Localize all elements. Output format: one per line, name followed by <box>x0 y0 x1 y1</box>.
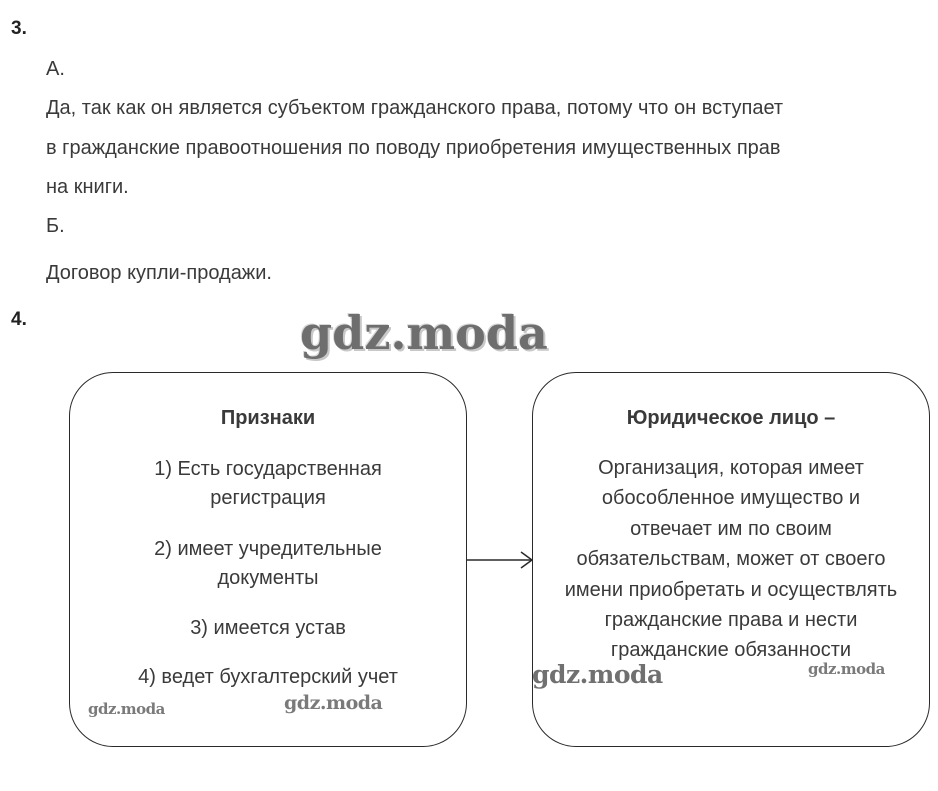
feature-item-1: 1) Есть государственная регистрация <box>154 458 382 509</box>
task-4-number: 4. <box>11 309 27 330</box>
task-3-label-b: Б. <box>46 215 65 237</box>
feature-item-4: 4) ведет бухгалтерский учет <box>138 666 398 688</box>
arrow-right-icon <box>466 548 536 572</box>
watermark-small-3: gdz.moda <box>808 660 885 678</box>
watermark-small-2: gdz.moda <box>284 692 383 714</box>
watermark-medium: gdz.moda <box>532 660 663 689</box>
features-box <box>69 372 467 747</box>
task-3-number: 3. <box>11 18 27 39</box>
task-3-label-a: А. <box>46 58 65 80</box>
legal-entity-title: Юридическое лицо – <box>626 407 836 429</box>
feature-item-3: 3) имеется устав <box>190 617 346 639</box>
watermark-small-1: gdz.moda <box>88 700 165 718</box>
feature-item-2: 2) имеет учредительные документы <box>154 538 382 589</box>
task-3-answer-a-line-1: Да, так как он является субъектом гражданского права, потому что он вступает <box>46 97 784 119</box>
features-title: Признаки <box>220 407 316 429</box>
task-3-answer-a-line-3: на книги. <box>46 176 129 198</box>
legal-entity-definition: Организация, которая имеет обособленное имущество и отвечает им по своим обязательствам, может от своего имени приобретать и осуществлять гражданские права и нести гражданские обязанности <box>564 457 898 662</box>
task-3-answer-b: Договор купли-продажи. <box>46 262 272 284</box>
legal-entity-box <box>532 372 930 747</box>
watermark-main: gdz.moda <box>300 306 548 360</box>
task-3-answer-a-line-2: в гражданские правоотношения по поводу приобретения имущественных прав <box>46 137 781 159</box>
